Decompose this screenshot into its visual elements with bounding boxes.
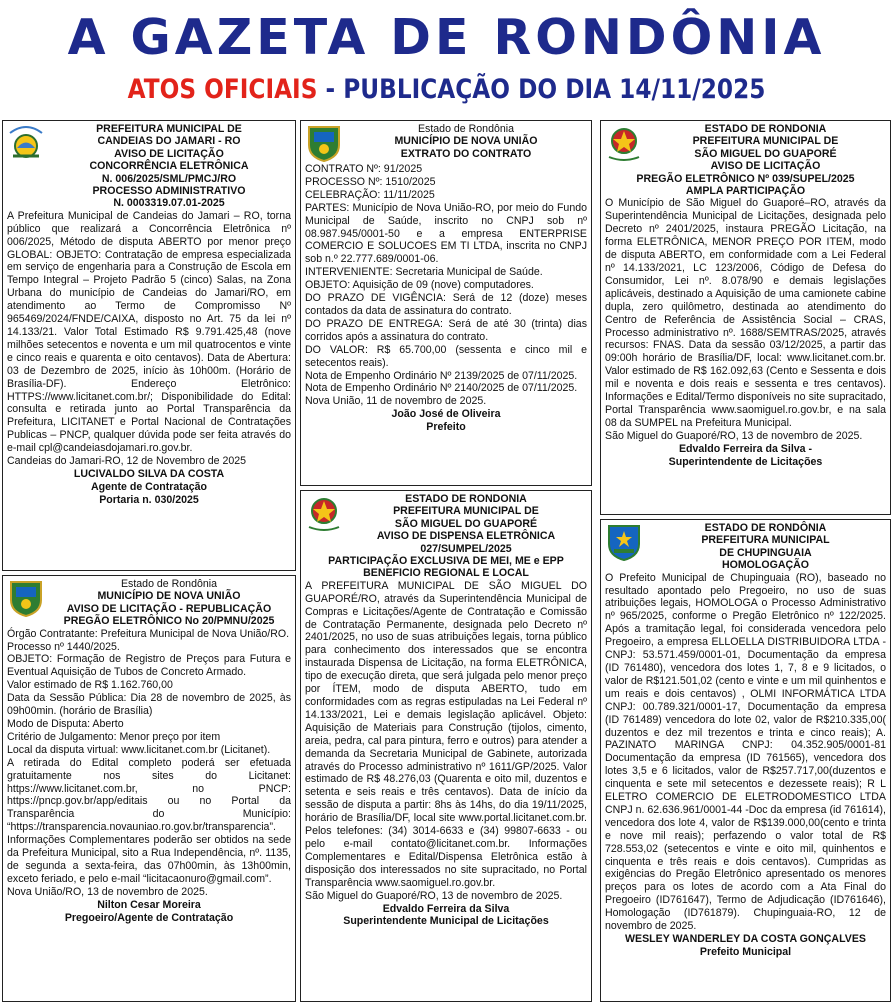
notice-chupinguaia-homologacao bbox=[600, 519, 891, 1002]
nova-uniao-crest-icon bbox=[305, 123, 343, 163]
notice-header: ESTADO DE RONDONIA PREFEITURA MUNICIPAL DE SÃO MIGUEL DO GUAPORÉ AVISO DE LICITAÇÃO bbox=[692, 123, 839, 173]
masthead bbox=[0, 0, 893, 120]
notice-nova-uniao-licitacao bbox=[2, 575, 296, 1002]
notice-candeias-licitacao bbox=[2, 120, 296, 571]
notice-body: CONTRATO Nº: 91/2025 PROCESSO Nº: 1510/2025 CELEBRAÇÃO: 11/11/2025 PARTES: Município de Nova União-RO, por meio do Fundo Municipal de Saúde, inscrito no CNPJ sob nº 08.987.945/0001-50 e a empresa ENTERPRISE COMERCIO E SOLUCOES EM TI LTDA, inscrita no CNPJ sob n.º 22.777.689/0001-06. INTERVENIENTE: Secretaria Municipal de Saúde. OBJETO: Aquisição de 09 (nove) computadores. DO PRAZO DE VIGÊNCIA: Será de 12 (doze) meses contados da data de assinatura do contrato. DO PRAZO DE ENTREGA: Será de até 30 (trinta) dias corridos após a assinatura do contrato. DO VALOR: R$ 65.700,00 (sessenta e cinco mil e setecentos reais). Nota de Empenho Ordinário Nº 2139/2025 de 07/11/2025. Nota de Empenho Ordinário Nº 2140/2025 de 07/11/2025. Nova União, 11 de novembro de 2025. bbox=[305, 163, 587, 408]
signature: João José de Oliveira Prefeito bbox=[391, 408, 501, 434]
nova-uniao-crest-icon bbox=[7, 578, 45, 618]
chupinguaia-crest-icon bbox=[605, 522, 643, 562]
notice-header: ESTADO DE RONDONIA PREFEITURA MUNICIPAL DE SÃO MIGUEL DO GUAPORÉ AVISO DE DISPENSA ELETRÔNICA 027/SUMPEL/2025 bbox=[376, 493, 556, 555]
notice-header: Estado de Rondônia MUNICÍPIO DE NOVA UNIÃO AVISO DE LICITAÇÃO - REPUBLICAÇÃO PREGÃO ELETRÔNICO No 20/PMNU/2025 bbox=[63, 578, 275, 628]
notice-header: PREFEITURA MUNICIPAL DE CANDEIAS DO JAMARI - RO AVISO DE LICITAÇÃO CONCORRÊNCIA ELETRÔNICA N. 006/2025/SML/PMCJ/RO PROCESSO ADMINISTRATIVO N. 0003319.07.01-2025 bbox=[89, 123, 249, 210]
notice-body: O Prefeito Municipal de Chupinguaia (RO), baseado no resultado apontado pelo Pregoeiro, no uso de suas atribuições legais, HOMOLOGA o Processo Administrativo nº 965/2025, conforme o Pregão Eletrônico nº 122/2025. Após a tramitação legal, foi considerada vencedora pelo Pregoeiro, a empresa ELLOELLA DISTRIBUIDORA LTDA - CNPJ: 53.571.459/0001-01, Documentação da empresa (ID 761480), vencedora dos lotes 1, 7, 8 e 9 licitados, o valor de R$121.501,02 (cento e vinte e um mil quinhentos e um reais e dois centavos) , OLMI INFORMÁTICA LTDA CNPJ: 00.789.321/0001-17, Documentação da empresa (ID 761489) vencedora do lote 02, valor de R$210.335,00( duzentos e dez mil trezentos e trinta e cinco reais); A. PAZINATO MARINGA CNPJ: 04.352.905/0001-81 Documentação da empresa (ID 761565), vencedora dos lotes 3,5 e 6 licitados, valor de R$257.717,00(duzentos e cinquenta e sete mil setecentos e dezessete reais); R L ELETRO COMERCIO DE ELETRODOMESTICO LTDA CNPJ n. 62.636.961/0001-44 -Doc da empresa (id 761614), vencedora dos lote 4, valor de R$139.000,00(cento e trinta e nove mil reais); perfazendo o valor total de R$ 728.553,02 (setecentos e vinte e oito mil, quinhentos e cinquenta e três reais e dois centavos). Cumpridas as exigências do Pregão Eletrônico apresentado os menores preços para os lotes de acordo com a Ata Final do Pregoeiro (ID761647), Termo de Adjudicação (ID761646), Homologação (ID761879). Chupinguaia-RO, 12 de novembro de 2025. bbox=[605, 571, 886, 933]
notice-sao-miguel-dispensa bbox=[300, 490, 592, 1002]
notice-subheader: PREGÃO ELETRÔNICO Nº 039/SUPEL/2025 AMPLA PARTICIPAÇÃO bbox=[636, 172, 855, 198]
newspaper-title: A GAZETA DE RONDÔNIA bbox=[67, 9, 826, 66]
place-date: Candeias do Jamari-RO, 12 de Novembro de 2025 bbox=[7, 455, 247, 468]
notice-header: ESTADO DE RONDÔNIA PREFEITURA MUNICIPAL DE CHUPINGUAIA HOMOLOGAÇÃO bbox=[701, 522, 830, 572]
signature: Edvaldo Ferreira da Silva Superintendente Municipal de Licitações bbox=[343, 902, 549, 928]
publication-date: PUBLICAÇÃO DO DIA 14/11/2025 bbox=[343, 74, 766, 105]
section-label: ATOS OFICIAIS bbox=[127, 74, 318, 105]
masthead-subtitle bbox=[63, 70, 831, 110]
notice-sao-miguel-pregao bbox=[600, 120, 891, 515]
sao-miguel-crest-icon bbox=[305, 493, 343, 533]
notice-nova-uniao-contrato bbox=[300, 120, 592, 486]
notice-body: Órgão Contratante: Prefeitura Municipal de Nova União/RO. Processo nº 1440/2025. OBJETO: Formação de Registro de Preços para Futura e Eventual Aquisição de Tubos de Concreto Armado. Valor estimado de R$ 1.162.760,00 Data da Sessão Pública: Dia 28 de novembro de 2025, às 09h00min. (horário de Brasília) Modo de Disputa: Aberto Critério de Julgamento: Menor preço por item Local da disputa virtual: www.licitanet.com.br (Licitanet). A retirada do Edital completo poderá ser efetuada gratuitamente nos sites do Licitanet: https://www.licitanet.com.br, no PNCP: https://pncp.gov.br/app/editais ou no Portal da Transparência do Município: “https://transparencia.novauniao.ro.gov.br/transparencia”. Informações Complementares poderão ser obtidos na sede da Prefeitura Municipal, sito a Rua Independência, nº. 1135, de segunda a sexta-feira, das 07h00min, às 13h00min, exceto feriado, e pelo e-mail “licitacaonuro@gmail.com”. Nova União/RO, 13 de novembro de 2025. bbox=[7, 627, 291, 898]
signature: Nilton Cesar Moreira Pregoeiro/Agente de Contratação bbox=[64, 898, 234, 924]
place-date: São Miguel do Guaporé/RO, 13 de novembro de 2025. bbox=[305, 889, 563, 902]
sao-miguel-crest-icon bbox=[605, 123, 643, 163]
notice-body: A Prefeitura Municipal de Candeias do Jamari – RO, torna público que realizará a Concorrência Eletrônica nº 006/2025, Método de disputa ABERTO por menor preço GLOBAL: OBJETO: Contratação de empresa especializada em serviço de engenharia para a Construção de Escola em Tempo Integral – Projeto Padrão 5 (cinco) Salas, na Zona Urbana do município de Candeias do Jamari/RO, em atendimento ao Termo de Compromisso Nº 965469/2024/FNDE/CAIXA, disposto no Art. 75 da lei nº 14.133/21. Valor Total Estimado R$ 9.791.425,48 (nove milhões setecentos e noventa e um mil quatrocentos e vinte e cinco reais e quarenta e oito centavos). Data de Abertura: 03 de Dezembro de 2025, início às 10h00m. (Horário de Brasília-DF). Endereço Eletrônico: HTTPS://www.licitanet.com.br/; Disponibilidade do Edital: consulta e retirada junto ao Portal Transparência da Prefeitura, LICITANET e Portal Nacional de Contratações Publicas – PNCP, qualquer dúvida pode ser feita através do e-mail cpl@candeiasdojamari.ro.gov.br. bbox=[7, 209, 291, 455]
candeias-crest-icon bbox=[7, 123, 45, 163]
notice-body: A PREFEITURA MUNICIPAL DE SÃO MIGUEL DO GUAPORÉ/RO, através da Superintendência Municipal de Compras e Licitações/Agente de Contratação e Comissão de Contratação Permanente, designada pelo Decreto nº 2401/2025, no uso de suas atribuições legais, torna público para conhecimento dos interessados que se encontra instaurada Dispensa de Licitação, na forma ELETRÔNICA, tipo de execução direta, que será julgada pelo menor preço por ÍTEM, modo de disputa ABERTO, tudo em conformidades com as regras estipuladas na Lei Federal nº 14.133/2021, Lei e demais legislação aplicável. Objeto: Aquisição de Materiais para Construção (tijolos, cimento, areia, pedra, cal para pintura, ferro e outros) para atender a demanda da Secretaria Municipal de Gabinete, autorizada através do Processo administrativo nº 1611/GP/2025. Valor estimado de R$ 48.276,03 (Quarenta e oito mil, duzentos e setenta e seis reais e três centavos). Data de início da sessão de disputa a partir: 8hs às 14hs, do dia 19/11/2025, horário de Brasília/DF, local site www.portal.licitanet.com.br. Pelos telefones: (34) 3014-6633 e (34) 99807-6633 - ou pelo e-mail contato@licitanet.com.br. Informações Complementares e Edital/Dispensa Eletrônica estão à disposição dos interessados no site supracitado, no Portal Transparência www.saomiguel.ro.gov.br. bbox=[305, 579, 587, 889]
separator: - bbox=[317, 74, 344, 105]
signature: WESLEY WANDERLEY DA COSTA GONÇALVES Prefeito Municipal bbox=[625, 933, 866, 958]
notice-header: Estado de Rondônia MUNICÍPIO DE NOVA UNIÃO EXTRATO DO CONTRATO bbox=[394, 123, 538, 160]
signature: Edvaldo Ferreira da Silva - Superintendente de Licitações bbox=[668, 442, 823, 468]
place-date: São Miguel do Guaporé/RO, 13 de novembro de 2025. bbox=[605, 429, 863, 442]
notice-subheader: PARTICIPAÇÃO EXCLUSIVA DE MEI, ME e EPP BENEFICIO REGIONAL E LOCAL bbox=[328, 555, 564, 580]
notice-body: O Município de São Miguel do Guaporé–RO, através da Superintendência Municipal de Licitações, designada pelo Decreto nº 2401/2025, instaura PREGÃO Licitação, na forma ELETRÔNICA, MENOR PREÇO POR ITEM, modo de disputa ABERTO, em conformidade com a Lei Federal nº 14.133/2021, LC 123/2006, Código de Defesa do Consumidor, Lei nº. 8.078/90 e demais legislações aplicáveis, destinado a Aquisição de uma camionete cabine dupla, zero quilômetro, destinada ao atendimento do Centro de Referência de Assistência Social – CRAS, Processo administrativo nº. 1688/SEMTRAS/2025, através recursos: FNAS. Data da sessão 03/12/2025, a partir das 09:00h horário de Brasília/DF, local: www.licitanet.com.br. Valor estimado de R$ 162.092,63 (Cento e Sessenta e dois mil e noventa e dois reais e sessenta e tres centavos). Informações e Edital/Termo disponíveis no site supracitado, Portal Transparência www.saomiguel.ro.gov.br, e na sala 08 da SUMPEL na Prefeitura Municipal. bbox=[605, 197, 886, 429]
signature: LUCIVALDO SILVA DA COSTA Agente de Contratação Portaria n. 030/2025 bbox=[73, 467, 225, 506]
